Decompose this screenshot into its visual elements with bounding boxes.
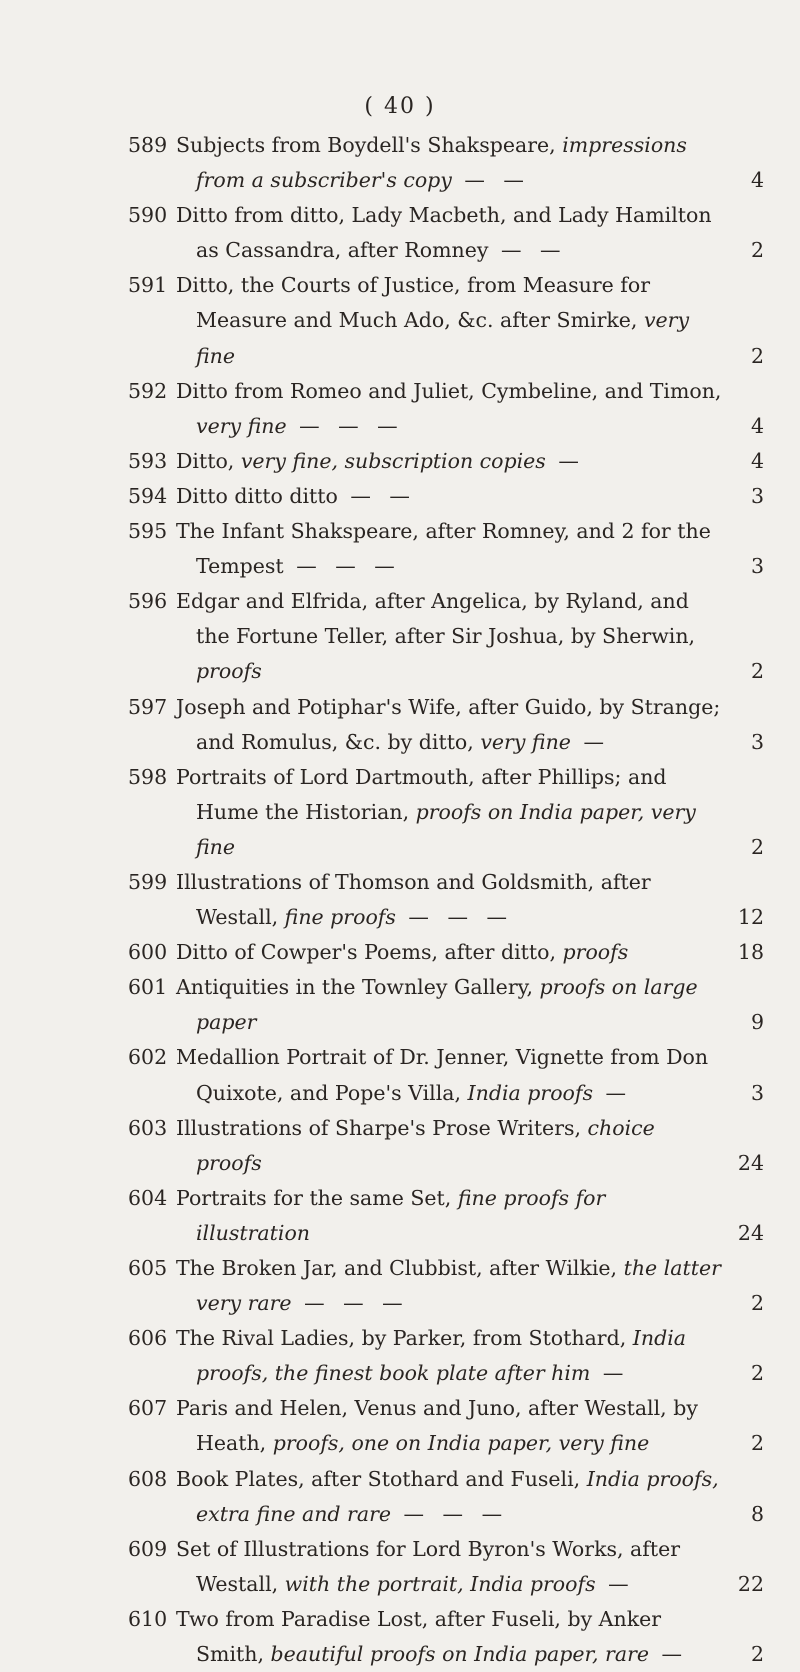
catalogue-entry bbox=[128, 1462, 764, 1532]
description-italic: very fine bbox=[196, 308, 690, 368]
description-italic: proofs bbox=[556, 940, 629, 965]
lot-number: 595 bbox=[128, 519, 168, 544]
lot-quantity: 4 bbox=[750, 448, 764, 473]
lot-description bbox=[176, 970, 732, 1040]
lot-quantity: 3 bbox=[750, 1080, 764, 1105]
lot-description bbox=[176, 1040, 732, 1110]
description-italic: India proofs, the finest book plate after him bbox=[196, 1326, 686, 1386]
lot-number: 608 bbox=[128, 1466, 168, 1491]
lot-quantity: 12 bbox=[737, 905, 764, 930]
lot-description bbox=[176, 1391, 732, 1461]
lot-number: 593 bbox=[128, 448, 168, 473]
lot-quantity: 2 bbox=[750, 343, 764, 368]
leader-dashes: — bbox=[570, 729, 610, 754]
catalogue-entry bbox=[128, 1111, 764, 1181]
description-text: Paris and Helen, Venus and Juno, after Westall, by Heath, bbox=[176, 1396, 698, 1456]
catalogue-entry bbox=[128, 198, 764, 268]
leader-dashes: — — bbox=[337, 483, 416, 508]
description-text: Ditto of Cowper's Poems, after ditto, bbox=[176, 940, 557, 965]
description-text: Ditto, the Courts of Justice, from Measure for Measure and Much Ado, &c. after Smirke, bbox=[176, 273, 650, 333]
description-text: Illustrations of Thomson and Goldsmith, after Westall, bbox=[176, 869, 651, 930]
leader-dashes: — bbox=[592, 1080, 633, 1105]
lot-description bbox=[176, 268, 732, 373]
description-text: Subjects from Boydell's Shakspeare, bbox=[176, 133, 556, 157]
lot-quantity: 2 bbox=[750, 834, 764, 859]
catalogue-entry bbox=[128, 1321, 764, 1391]
lot-quantity: 8 bbox=[750, 1501, 764, 1526]
description-text: The Broken Jar, and Clubbist, after Wilkie, bbox=[176, 1256, 618, 1280]
lot-description bbox=[176, 1321, 732, 1391]
description-italic: fine proofs bbox=[278, 905, 396, 930]
catalogue-entry bbox=[128, 479, 764, 514]
lot-number: 601 bbox=[128, 975, 168, 1000]
leader-dashes: — — — bbox=[291, 1291, 409, 1316]
catalogue-list bbox=[128, 128, 764, 1672]
lot-number: 602 bbox=[128, 1045, 168, 1070]
description-italic: proofs bbox=[196, 659, 262, 684]
lot-quantity: 4 bbox=[750, 168, 764, 193]
description-italic: choice proofs bbox=[196, 1115, 655, 1175]
lot-quantity: 24 bbox=[737, 1220, 764, 1245]
description-text: The Infant Shakspeare, after Romney, and 2 for the Tempest bbox=[176, 519, 711, 579]
description-text: Medallion Portrait of Dr. Jenner, Vignette from Don Quixote, and Pope's Villa, bbox=[176, 1045, 709, 1105]
description-italic: very fine, subscription copies bbox=[234, 448, 546, 473]
catalogue-entry bbox=[128, 268, 764, 373]
description-italic: impressions from a subscriber's copy bbox=[196, 133, 687, 193]
lot-description bbox=[176, 1181, 732, 1251]
lot-description bbox=[176, 584, 732, 689]
description-text: Set of Illustrations for Lord Byron's Works, after Westall, bbox=[176, 1536, 681, 1596]
lot-description bbox=[176, 1532, 732, 1602]
lot-number: 609 bbox=[128, 1536, 168, 1561]
description-italic: very fine bbox=[473, 729, 571, 754]
lot-quantity: 2 bbox=[750, 1291, 764, 1316]
description-text: Two from Paradise Lost, after Fuseli, by Anker Smith, bbox=[176, 1606, 662, 1667]
catalogue-entry bbox=[128, 690, 764, 760]
lot-number: 590 bbox=[128, 203, 168, 228]
lot-description bbox=[176, 1602, 732, 1672]
description-italic: the latter very rare bbox=[196, 1256, 721, 1316]
lot-number: 599 bbox=[128, 869, 168, 894]
leader-dashes: — bbox=[545, 448, 585, 473]
lot-description bbox=[176, 198, 732, 268]
lot-number: 589 bbox=[128, 133, 168, 157]
leader-dashes: — — bbox=[451, 168, 530, 193]
catalogue-entry bbox=[128, 760, 764, 865]
catalogue-entry bbox=[128, 374, 764, 444]
lot-number: 606 bbox=[128, 1326, 168, 1351]
description-italic: India proofs, extra fine and rare bbox=[196, 1466, 719, 1526]
description-text: Edgar and Elfrida, after Angelica, by Ryland, and the Fortune Teller, after Sir Joshua, by Sherwin, bbox=[176, 589, 696, 649]
lot-quantity: 18 bbox=[737, 940, 764, 965]
page-number: ( 40 ) bbox=[364, 94, 436, 119]
leader-dashes: — — — bbox=[286, 413, 404, 438]
lot-number: 603 bbox=[128, 1115, 168, 1140]
catalogue-entry bbox=[128, 1040, 764, 1110]
lot-quantity: 3 bbox=[750, 554, 764, 579]
description-italic: proofs on large paper bbox=[196, 975, 698, 1035]
catalogue-entry bbox=[128, 1181, 764, 1251]
catalogue-entry bbox=[128, 514, 764, 584]
lot-quantity: 24 bbox=[737, 1150, 764, 1175]
description-text: Ditto from Romeo and Juliet, Cymbeline, and Timon, bbox=[176, 378, 722, 403]
lot-number: 597 bbox=[128, 694, 168, 719]
lot-description bbox=[176, 935, 732, 970]
lot-description bbox=[176, 1111, 732, 1181]
lot-number: 604 bbox=[128, 1185, 168, 1210]
lot-number: 594 bbox=[128, 483, 168, 508]
lot-quantity: 22 bbox=[737, 1571, 764, 1596]
description-italic: very fine bbox=[196, 413, 287, 438]
lot-description bbox=[176, 760, 732, 865]
lot-description bbox=[176, 1462, 732, 1532]
lot-description bbox=[176, 514, 732, 584]
catalogue-entry bbox=[128, 1532, 764, 1602]
lot-quantity: 2 bbox=[750, 1361, 764, 1386]
catalogue-entry bbox=[128, 1602, 764, 1672]
description-text: Ditto ditto ditto bbox=[176, 483, 338, 508]
description-text: Portraits of Lord Dartmouth, after Phillips; and Hume the Historian, bbox=[176, 764, 667, 824]
leader-dashes: — — — bbox=[395, 905, 513, 930]
leader-dashes: — — — bbox=[391, 1501, 509, 1526]
catalogue-entry bbox=[128, 1251, 764, 1321]
lot-quantity: 2 bbox=[750, 1642, 764, 1667]
lot-description bbox=[176, 690, 732, 760]
description-text: Book Plates, after Stothard and Fuseli, bbox=[176, 1466, 581, 1491]
description-text: Portraits for the same Set, bbox=[176, 1185, 452, 1210]
catalogue-entry bbox=[128, 584, 764, 689]
lot-number: 605 bbox=[128, 1256, 168, 1280]
lot-quantity: 2 bbox=[750, 659, 764, 684]
description-text: Ditto, bbox=[176, 448, 235, 473]
leader-dashes: — bbox=[649, 1642, 689, 1667]
description-text: Ditto from ditto, Lady Macbeth, and Lady Hamilton as Cassandra, after Romney bbox=[176, 203, 712, 263]
description-text: The Rival Ladies, by Parker, from Stothard, bbox=[176, 1326, 627, 1351]
catalogue-entry bbox=[128, 444, 764, 479]
lot-quantity: 3 bbox=[750, 483, 764, 508]
lot-number: 600 bbox=[128, 940, 168, 965]
lot-quantity: 2 bbox=[750, 238, 764, 263]
lot-number: 591 bbox=[128, 273, 168, 298]
lot-number: 598 bbox=[128, 764, 168, 789]
lot-description bbox=[176, 865, 732, 935]
leader-dashes: — bbox=[590, 1361, 630, 1386]
description-italic: with the portrait, India proofs bbox=[278, 1571, 596, 1596]
description-text: Antiquities in the Townley Gallery, bbox=[176, 975, 533, 1000]
description-italic: proofs on India paper, very fine bbox=[196, 799, 696, 859]
catalogue-entry bbox=[128, 128, 764, 198]
description-italic: proofs, one on India paper, very fine bbox=[266, 1431, 650, 1456]
catalogue-entry bbox=[128, 1391, 764, 1461]
description-italic: India proofs bbox=[461, 1080, 593, 1105]
description-text: Illustrations of Sharpe's Prose Writers, bbox=[176, 1115, 582, 1140]
lot-number: 607 bbox=[128, 1396, 168, 1421]
catalogue-entry bbox=[128, 970, 764, 1040]
catalogue-entry bbox=[128, 865, 764, 935]
leader-dashes: — — — bbox=[283, 554, 401, 579]
lot-quantity: 4 bbox=[750, 413, 764, 438]
lot-description bbox=[176, 444, 732, 479]
lot-number: 610 bbox=[128, 1606, 168, 1631]
lot-description bbox=[176, 479, 732, 514]
lot-number: 592 bbox=[128, 378, 168, 403]
lot-description bbox=[176, 1251, 732, 1321]
lot-quantity: 2 bbox=[750, 1431, 764, 1456]
lot-number: 596 bbox=[128, 589, 168, 614]
leader-dashes: — — bbox=[488, 238, 567, 263]
description-italic: fine proofs for illustration bbox=[196, 1185, 606, 1245]
lot-quantity: 9 bbox=[750, 1010, 764, 1035]
lot-description bbox=[176, 128, 732, 198]
catalogue-entry bbox=[128, 935, 764, 970]
description-text: Joseph and Potiphar's Wife, after Guido, by Strange; and Romulus, &c. by ditto, bbox=[176, 694, 721, 754]
leader-dashes: — bbox=[595, 1571, 635, 1596]
description-italic: beautiful proofs on India paper, rare bbox=[264, 1642, 649, 1667]
lot-description bbox=[176, 374, 732, 444]
lot-quantity: 3 bbox=[750, 729, 764, 754]
